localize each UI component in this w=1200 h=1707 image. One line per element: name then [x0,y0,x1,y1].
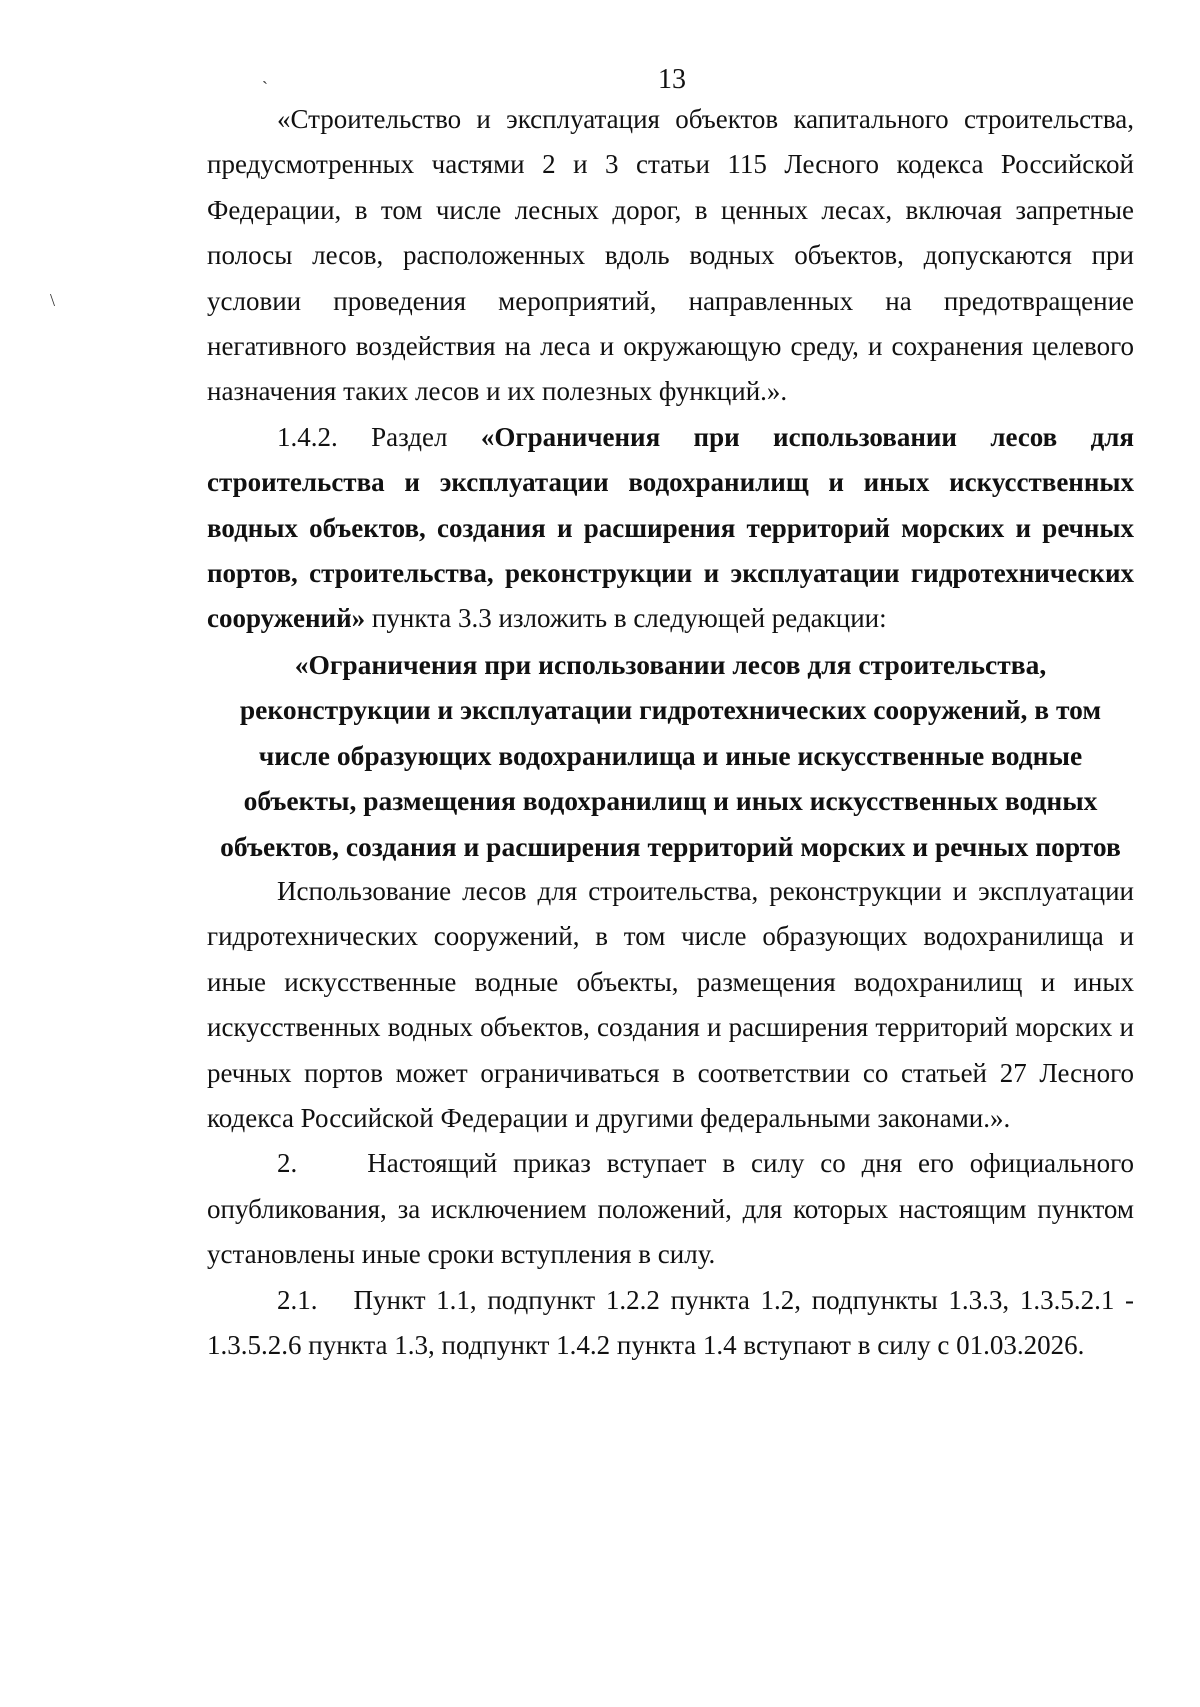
section-ref: 1.4.2. Раздел [277,421,481,452]
section-title-bold: «Ограничения при использовании лесов для строительства и эксплуатации водохранилищ и иных искусственных водных объектов, создания и расширения территорий морских и речных портов, строительства, реконструкции и эксплуатации гидротехнических сооружений» [207,421,1134,634]
item-number-2: 2. [277,1148,298,1179]
paragraph-effective-date [207,1278,1134,1369]
section-instruction: пункта 3.3 изложить в следующей редакции: [365,603,887,634]
paragraph-section-1-4-2 [207,415,1134,642]
document-body [207,97,1134,1368]
item-text-2-1: Пункт 1.1, подпункт 1.2.2 пункта 1.2, подпункты 1.3.3, 1.3.5.2.1 - 1.3.5.2.6 пункта 1.3, подпункт 1.4.2 пункта 1.4 вступают в силу с 01.03.2026. [207,1284,1134,1360]
paragraph-entry-into-force [207,1141,1134,1277]
scan-speck: \ [50,290,56,310]
scan-speck: ˋ [262,78,268,98]
item-text-2: Настоящий приказ вступает в силу со дня его официального опубликования, за исключением положений, для которых настоящим пунктом установлены иные сроки вступления в силу. [207,1148,1134,1270]
paragraph-forest-use-restrictions: Использование лесов для строительства, реконструкции и эксплуатации гидротехнических сооружений, в том числе образующих водохранилища и иные искусственные водные объекты, размещения водохранилищ и иных искусственных водных объектов, создания и расширения территорий морских и речных портов может ограничиваться в соответствии со статьей 27 Лесного кодекса Российской Федерации и другими федеральными законами.». [207,875,1134,1133]
section-heading: «Ограничения при использовании лесов для строительства, реконструкции и эксплуатации гидротехнических сооружений, в том числе образующих водохранилища и иные искусственные водные объекты, размещения водохранилищ и иных искусственных водных объектов, создания и расширения территорий морских и речных портов [220,648,1121,862]
paragraph-construction-valuable-forests: «Строительство и эксплуатация объектов капитального строительства, предусмотренных частями 2 и 3 статьи 115 Лесного кодекса Российской Федерации, в том числе лесных дорог, в ценных лесах, включая запретные полосы лесов, расположенных вдоль водных объектов, допускаются при условии проведения мероприятий, направленных на предотвращение негативного воздействия на леса и окружающую среду, и сохранения целевого назначения таких лесов и их полезных функций.». [207,104,1134,407]
item-number-2-1: 2.1. [277,1284,318,1315]
page-number: 13 [658,64,686,95]
